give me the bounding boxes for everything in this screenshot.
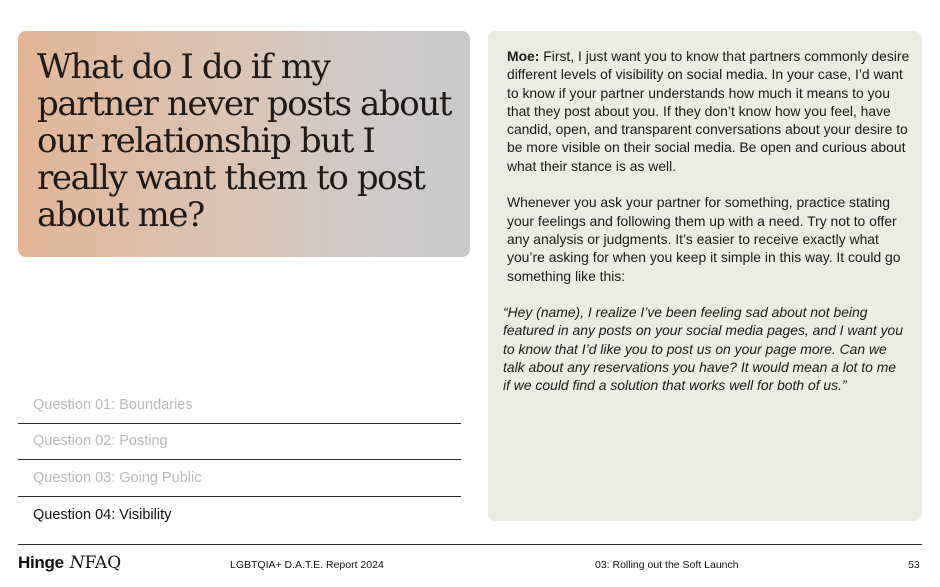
question-nav (18, 387, 461, 533)
answer-paragraph-1-text: First, I just want you to know that partners commonly desire different levels of visibility on social media. In your case, I’d want to know if your partner understands how much it means to you that they post about you. If they don’t know how you feel, have candid, open, and transparent conversations about your desire to be more visible on their social media. Be open and curious about what their stance is as well. (507, 48, 910, 174)
speaker-name: Moe: (507, 48, 540, 64)
question-nav-item-boundaries[interactable]: Question 01: Boundaries (18, 387, 461, 424)
footer-section-title: 03: Rolling out the Soft Launch (595, 559, 739, 571)
question-nav-item-visibility[interactable]: Question 04: Visibility (33, 507, 172, 524)
question-nav-item-posting[interactable]: Question 02: Posting (18, 424, 461, 461)
footer-report-title: LGBTQIA+ D.A.T.E. Report 2024 (230, 559, 384, 571)
logo-faq: FAQ (84, 553, 122, 573)
answer-paragraph-2: Whenever you ask your partner for something, practice stating your feelings and following them up with a need. Try not to offer any analysis or judgments. It’s easier to receive exactly what you’re asking for when you keep it simple in this way. It could go something like this: (507, 194, 901, 284)
logo-brand: Hinge (18, 553, 64, 572)
question-card (18, 31, 470, 257)
logo-nfaq (70, 553, 121, 573)
answer-card (488, 31, 922, 521)
page-number: 53 (908, 559, 920, 571)
answer-paragraph-1 (507, 47, 910, 175)
logo-n: N (69, 553, 85, 573)
question-nav-item-going-public[interactable]: Question 03: Going Public (18, 460, 461, 497)
footer-divider (18, 544, 922, 545)
hinge-nfaq-logo (18, 553, 121, 573)
question-title: What do I do if my partner never posts about our relationship but I really want them to post about me? (37, 47, 452, 235)
example-quote: “Hey (name), I realize I’ve been feeling sad about not being featured in any posts on your social media pages, and I want you to know that I’d like you to post us on your page more. Can we talk about any reservations you have? It would mean a lot to me if we could find a solution that works well for both of us.” (503, 304, 903, 394)
